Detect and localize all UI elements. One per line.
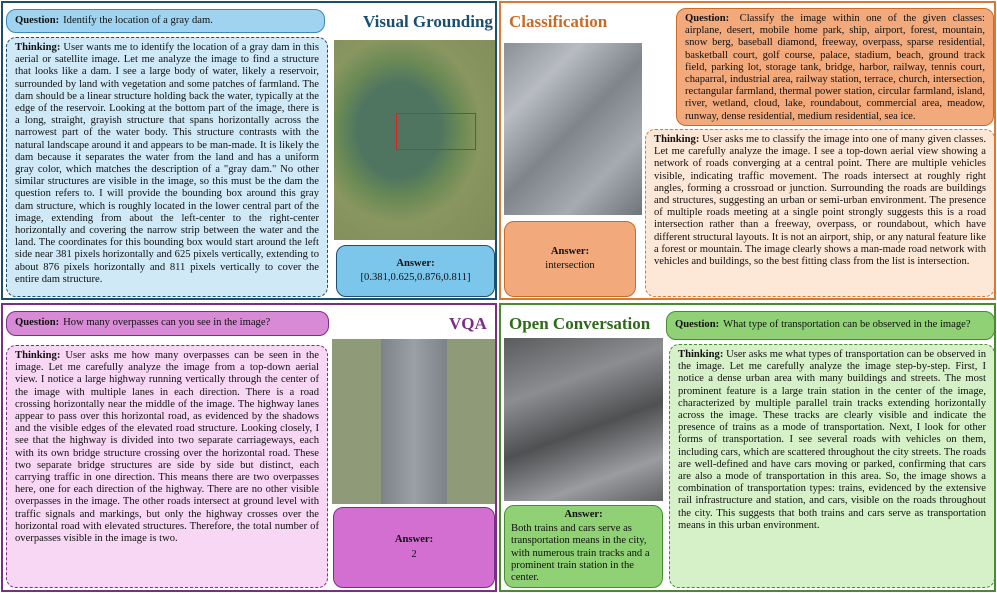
thinking-label: Thinking:: [15, 42, 61, 53]
answer-box: [504, 221, 636, 297]
question-label: Question:: [15, 317, 60, 329]
thinking-text: User asks me what types of transportation can be observed in the image. Let me carefully analyze the image step-by-step. First, I notice a dense urban area with many buildings and streets. The most prominent feature is a large train station in the center of the image, characterized by multiple parallel train tracks extending horizontally across the image. These tracks are clearly visible and indicate the presence of trains as a mode of transportation. Next, I look for other forms of transportation. I see several roads with vehicles on them, including cars, which are scattered throughout the city streets. The roads are well-defined and have cars moving or parked, confirming that cars are also a mode of transportation in this area. So, the image shows a combination of transportation types: trains, evidenced by the extensive rail infrastructure and station, and cars, visible on the roads throughout the city. This suggests that both trains and cars serve as transportation means in this urban environment.: [678, 349, 986, 531]
panel-open-conversation: [499, 303, 996, 592]
answer-box: [333, 507, 495, 588]
answer-label: Answer:: [394, 534, 434, 546]
answer-text: 2: [411, 548, 417, 560]
answer-label: Answer:: [550, 245, 590, 257]
panel-title: Classification: [509, 12, 608, 31]
thinking-text: User wants me to identify the location of a gray dam in this aerial or satellite image. Let me analyze the image to find a structure that looks like a dam. I see a large body of water, likely a reservoir, surrounded by land with vegetation and some patches of farmland. The dam should be a linear structure holding back the water, typically at the edge of the reservoir. Looking at the bottom part of the image, there is a long, straight, grayish structure that spans horizontally across the narrowest part of the water body. This structure contrasts with the natural landscape around it and appears to be man-made. It is likely the dam because it separates the water from the land and has a uniform gray color, which matches the description of a "gray dam." No other similar structures are visible in the image, so this must be the dam the question refers to. I will provide the bounding box around this gray dam structure, which is roughly located in the lower central part of the image, extending from about the left-center to the right-center horizontally and covering the narrow strip between the water and the land. The coordinates for this bounding box would start around the left side near 381 pixels horizontally and 625 pixels vertically, extending to about 876 pixels horizontally and 811 pixels vertically to cover the entire dam structure.: [15, 42, 319, 285]
panel-vqa: [1, 303, 497, 592]
panel-title: VQA: [449, 314, 487, 333]
intersection-aerial-image: [504, 43, 642, 215]
thinking-box: [6, 37, 328, 297]
thinking-text: User asks me how many overpasses can be seen in the image. Let me carefully analyze the image from a top-down aerial view. I notice a large highway running vertically through the center of the image with multiple lanes in each direction. There is a road crossing horizontally near the middle of the image. The highway lanes appear to pass over this horizontal road, as evidenced by the shadows and the visible edges of the elevated road structure. Looking closely, I see that the highway is divided into two separate carriageways, each with its own bridge structure crossing over the horizontal road. These two separate bridge structures are side by side but distinct, each carrying traffic in one direction. This means there are two overpasses here, one for each direction of the highway. There are no other visible overpasses in the image. The other roads intersect at ground level with traffic signals and markings, but only the highway crosses over the horizontal road with elevated structures. Therefore, the total number of overpasses visible in the image is two.: [15, 350, 319, 545]
answer-text: intersection: [545, 260, 595, 271]
thinking-label: Thinking:: [654, 134, 700, 145]
question-text: What type of transportation can be observed in the image?: [723, 319, 971, 331]
thinking-box: [6, 345, 328, 588]
highway-overpass-aerial-image: [332, 339, 496, 504]
thinking-text: User asks me to classify the image into one of many given classes. Let me carefully analyze the image. I see a top-down aerial view showing a network of roads converging at a central point. There are multiple vehicles visible, indicating traffic movement. The roads intersect at roughly right angles, forming a crossroad or junction. Surrounding the roads are buildings and structures, suggesting an urban or semi-urban environment. The presence of multiple roads meeting at a single point strongly suggests this is a road intersection rather than a freeway, overpass, or roundabout, which have different structural layouts. It is not an airport, ship, or any natural feature like a forest or mountain. The image clearly shows a man-made road network with vehicles and buildings, so the best fitting class from the list is intersection.: [654, 134, 986, 268]
panel-visual-grounding: [1, 1, 497, 300]
panel-title: Open Conversation: [509, 314, 651, 333]
question-text: Identify the location of a gray dam.: [63, 14, 213, 26]
question-label: Question:: [675, 319, 720, 331]
answer-text: [0.381,0.625,0.876,0.811]: [360, 272, 471, 283]
answer-label: Answer:: [396, 257, 435, 269]
dam-bounding-box: [396, 113, 476, 150]
answer-box: [336, 245, 495, 297]
question-label: Question:: [15, 14, 60, 26]
panel-classification: [499, 1, 996, 300]
thinking-box: [669, 344, 995, 588]
thinking-label: Thinking:: [678, 349, 724, 360]
question-box: [666, 311, 995, 340]
question-text: How many overpasses can you see in the image?: [63, 317, 271, 329]
thinking-label: Thinking:: [15, 350, 61, 361]
reservoir-satellite-image: [334, 40, 496, 240]
answer-box: [504, 505, 663, 588]
question-box: [6, 311, 329, 336]
question-box: [676, 8, 994, 126]
answer-label: Answer:: [564, 508, 603, 520]
question-text: Classify the image within one of the given classes: airplane, desert, mobile home park, ship, airport, forest, mountain, snow berg, baseball diamond, freeway, overpass, sparse residential, basketball court, golf course, palace, stadium, beach, ground track field, parking lot, storage tank, bridge, harbor, railway, tennis court, chaparral, industrial area, railway station, terrace, church, intersection, rectangular farmland, thermal power station, circular farmland, island, river, wetland, cloud, lake, roundabout, commercial area, meadow, runway, dense residential, medium residential, sea ice.: [685, 13, 985, 122]
question-label: Question:: [685, 13, 730, 24]
train-station-aerial-image: [504, 338, 663, 501]
panel-title: Visual Grounding: [363, 12, 493, 31]
question-box: [6, 9, 325, 33]
thinking-box: [645, 129, 995, 297]
answer-text: Both trains and cars serve as transportation means in the city, with numerous train tracks and a prominent train station in the center.: [511, 523, 650, 583]
